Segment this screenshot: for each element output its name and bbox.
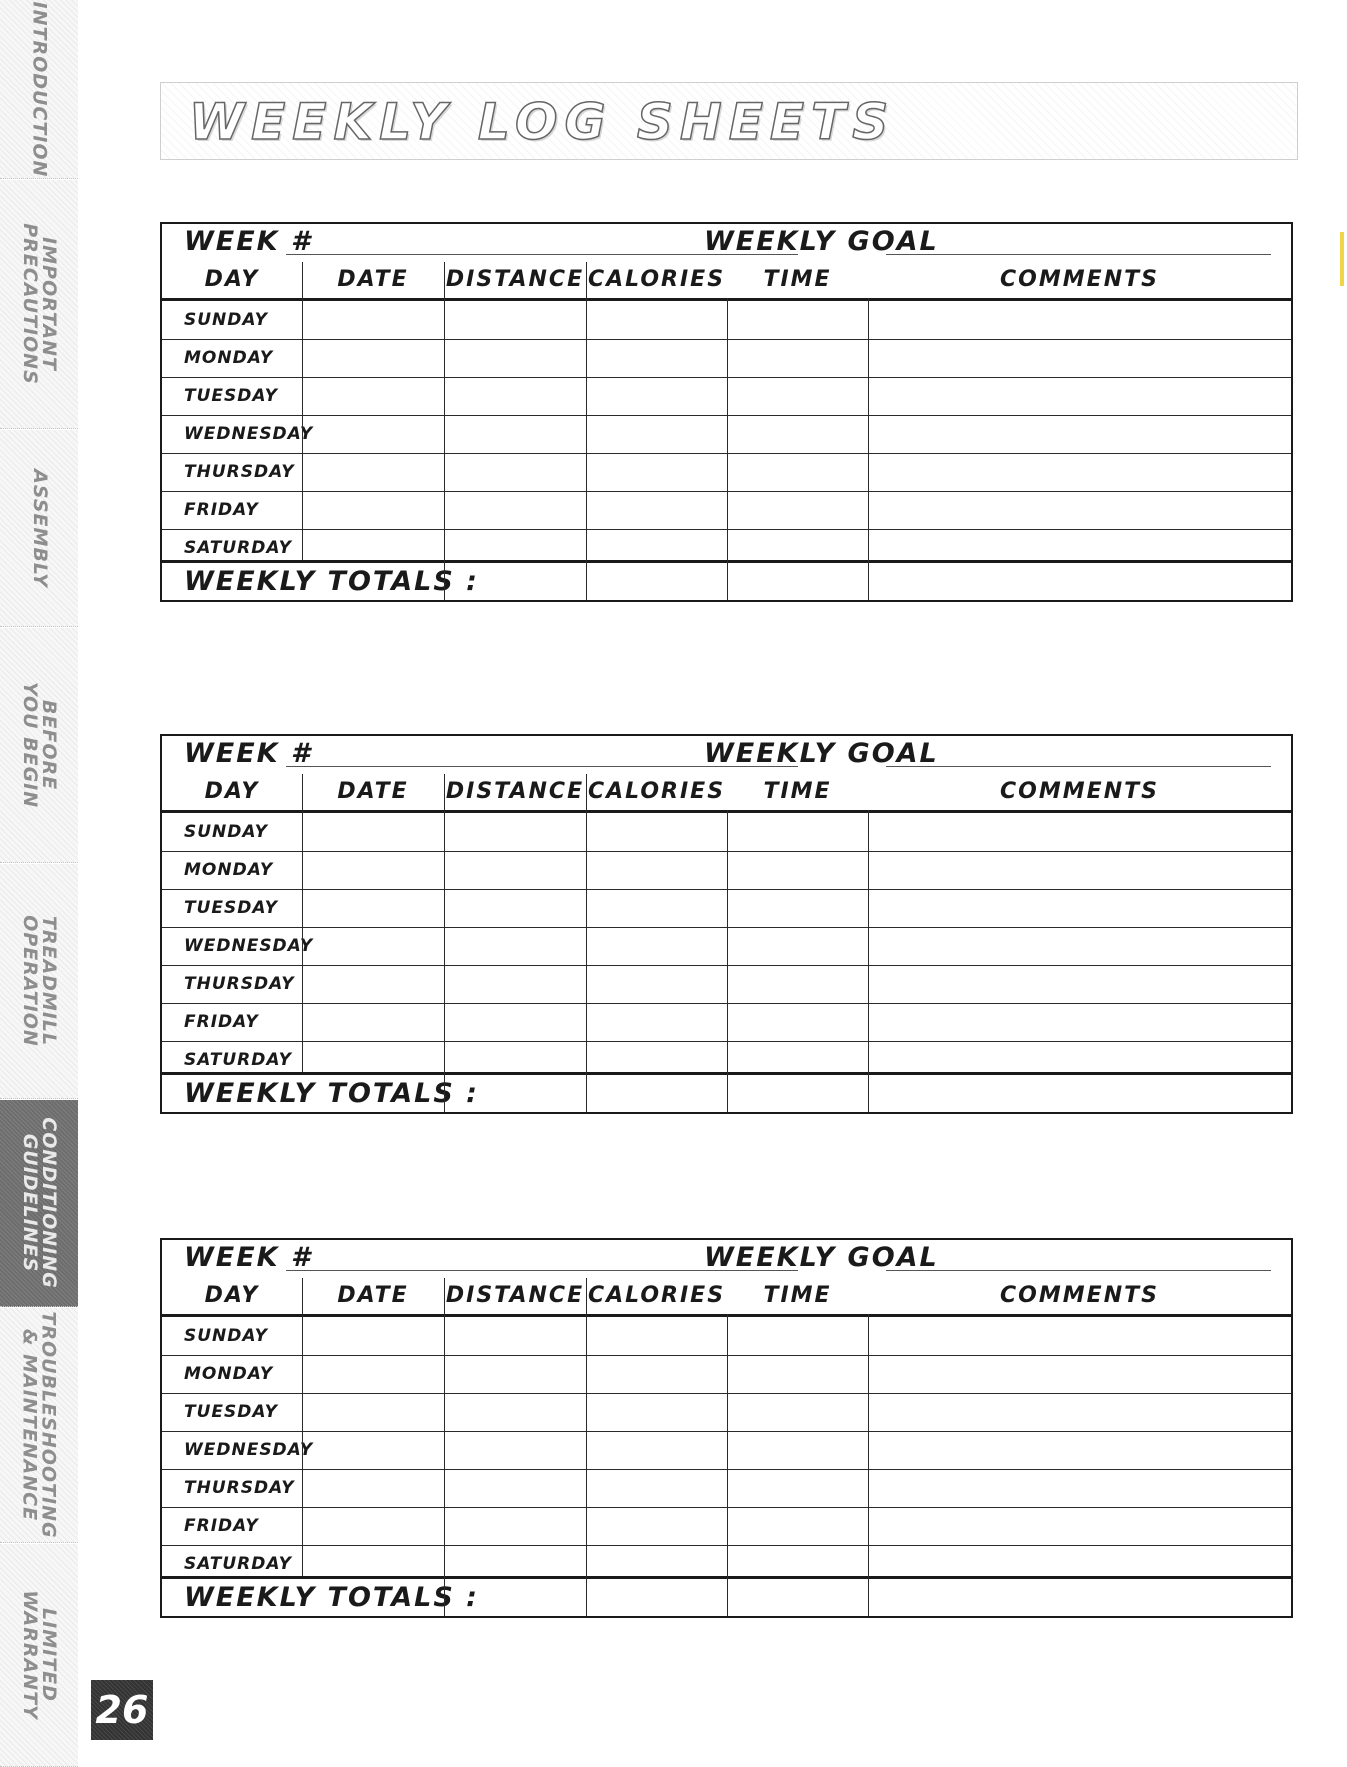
day-label-thursday: THURSDAY <box>184 974 295 994</box>
column-divider-day <box>302 774 303 1072</box>
day-label-tuesday: TUESDAY <box>184 1402 278 1422</box>
column-divider-distance <box>586 1278 587 1616</box>
column-header-day: DAY <box>204 267 260 292</box>
column-divider-calories <box>727 1314 728 1616</box>
week-number-label: WEEK # <box>184 1242 312 1273</box>
tab-label: LIMITED WARRANTY <box>19 1590 61 1720</box>
column-header-date: DATE <box>337 267 409 292</box>
day-label-sunday: SUNDAY <box>184 822 268 842</box>
page-title: WEEKLY LOG SHEETS <box>189 93 896 151</box>
day-label-sunday: SUNDAY <box>184 1326 268 1346</box>
weekly-log-table <box>160 734 1293 1114</box>
tab-label: BEFORE YOU BEGIN <box>19 681 60 809</box>
column-divider-distance <box>586 774 587 1112</box>
section-tabs <box>0 0 78 1766</box>
tab-before-you-begin[interactable] <box>0 628 78 863</box>
column-header-comments: COMMENTS <box>1000 1283 1159 1308</box>
tab-label: TROUBLESHOOTING & MAINTENANCE <box>19 1311 60 1539</box>
day-label-saturday: SATURDAY <box>184 538 292 558</box>
column-header-distance: DISTANCE <box>445 779 585 804</box>
column-header-distance: DISTANCE <box>445 267 585 292</box>
day-label-monday: MONDAY <box>184 860 274 880</box>
tab-label: CONDITIONING GUIDELINES <box>19 1117 60 1289</box>
column-divider-time <box>868 1314 869 1616</box>
weekly-goal-field[interactable] <box>886 254 1271 255</box>
column-header-day: DAY <box>204 779 260 804</box>
tab-assembly[interactable] <box>0 430 78 627</box>
day-label-sunday: SUNDAY <box>184 310 268 330</box>
day-label-thursday: THURSDAY <box>184 1478 295 1498</box>
weekly-totals-label: WEEKLY TOTALS : <box>184 1582 479 1613</box>
day-label-wednesday: WEDNESDAY <box>184 936 314 956</box>
column-header-date: DATE <box>337 1283 409 1308</box>
column-divider-date <box>444 774 445 1112</box>
column-divider-time <box>868 810 869 1112</box>
column-divider-date <box>444 1278 445 1616</box>
column-header-calories: CALORIES <box>587 779 726 804</box>
day-label-tuesday: TUESDAY <box>184 898 278 918</box>
column-header-time: TIME <box>763 1283 832 1308</box>
column-header-time: TIME <box>763 267 832 292</box>
day-label-wednesday: WEDNESDAY <box>184 1440 314 1460</box>
day-label-friday: FRIDAY <box>184 500 259 520</box>
day-label-monday: MONDAY <box>184 348 274 368</box>
day-label-saturday: SATURDAY <box>184 1554 292 1574</box>
day-label-wednesday: WEDNESDAY <box>184 424 314 444</box>
weekly-goal-field[interactable] <box>886 766 1271 767</box>
column-divider-distance <box>586 262 587 600</box>
day-label-monday: MONDAY <box>184 1364 274 1384</box>
weekly-totals-label: WEEKLY TOTALS : <box>184 1078 479 1109</box>
column-divider-day <box>302 262 303 560</box>
day-label-friday: FRIDAY <box>184 1516 259 1536</box>
column-header-comments: COMMENTS <box>1000 779 1159 804</box>
tab-label: INTRODUCTION <box>28 1 51 177</box>
column-header-comments: COMMENTS <box>1000 267 1159 292</box>
column-divider-calories <box>727 810 728 1112</box>
weekly-goal-label: WEEKLY GOAL <box>704 1242 939 1273</box>
table-header <box>162 224 1291 260</box>
weekly-goal-label: WEEKLY GOAL <box>704 738 939 769</box>
tab-limited-warranty[interactable] <box>0 1544 78 1767</box>
column-divider-day <box>302 1278 303 1576</box>
column-divider-calories <box>727 298 728 600</box>
weekly-totals-label: WEEKLY TOTALS : <box>184 566 479 597</box>
week-number-label: WEEK # <box>184 226 312 257</box>
tab-introduction[interactable] <box>0 0 78 179</box>
tab-troubleshooting-maintenance[interactable] <box>0 1308 78 1543</box>
table-header <box>162 736 1291 772</box>
day-label-tuesday: TUESDAY <box>184 386 278 406</box>
tab-label: TREADMILL OPERATION <box>19 915 60 1047</box>
table-header <box>162 1240 1291 1276</box>
week-number-label: WEEK # <box>184 738 312 769</box>
page-number: 26 <box>91 1680 153 1740</box>
title-banner <box>160 82 1298 160</box>
column-divider-time <box>868 298 869 600</box>
weekly-goal-label: WEEKLY GOAL <box>704 226 939 257</box>
column-header-calories: CALORIES <box>587 267 726 292</box>
day-label-friday: FRIDAY <box>184 1012 259 1032</box>
column-divider-date <box>444 262 445 600</box>
weekly-log-table <box>160 1238 1293 1618</box>
day-label-saturday: SATURDAY <box>184 1050 292 1070</box>
column-header-day: DAY <box>204 1283 260 1308</box>
column-header-date: DATE <box>337 779 409 804</box>
column-header-time: TIME <box>763 779 832 804</box>
tab-label: ASSEMBLY <box>28 468 51 588</box>
column-header-calories: CALORIES <box>587 1283 726 1308</box>
tab-treadmill-operation[interactable] <box>0 864 78 1099</box>
tab-conditioning-guidelines[interactable] <box>0 1100 78 1307</box>
day-label-thursday: THURSDAY <box>184 462 295 482</box>
weekly-goal-field[interactable] <box>886 1270 1271 1271</box>
weekly-log-table <box>160 222 1293 602</box>
tab-label: IMPORTANT PRECAUTIONS <box>19 223 60 385</box>
column-header-distance: DISTANCE <box>445 1283 585 1308</box>
tab-important-precautions[interactable] <box>0 180 78 429</box>
edge-marker <box>1340 232 1344 286</box>
